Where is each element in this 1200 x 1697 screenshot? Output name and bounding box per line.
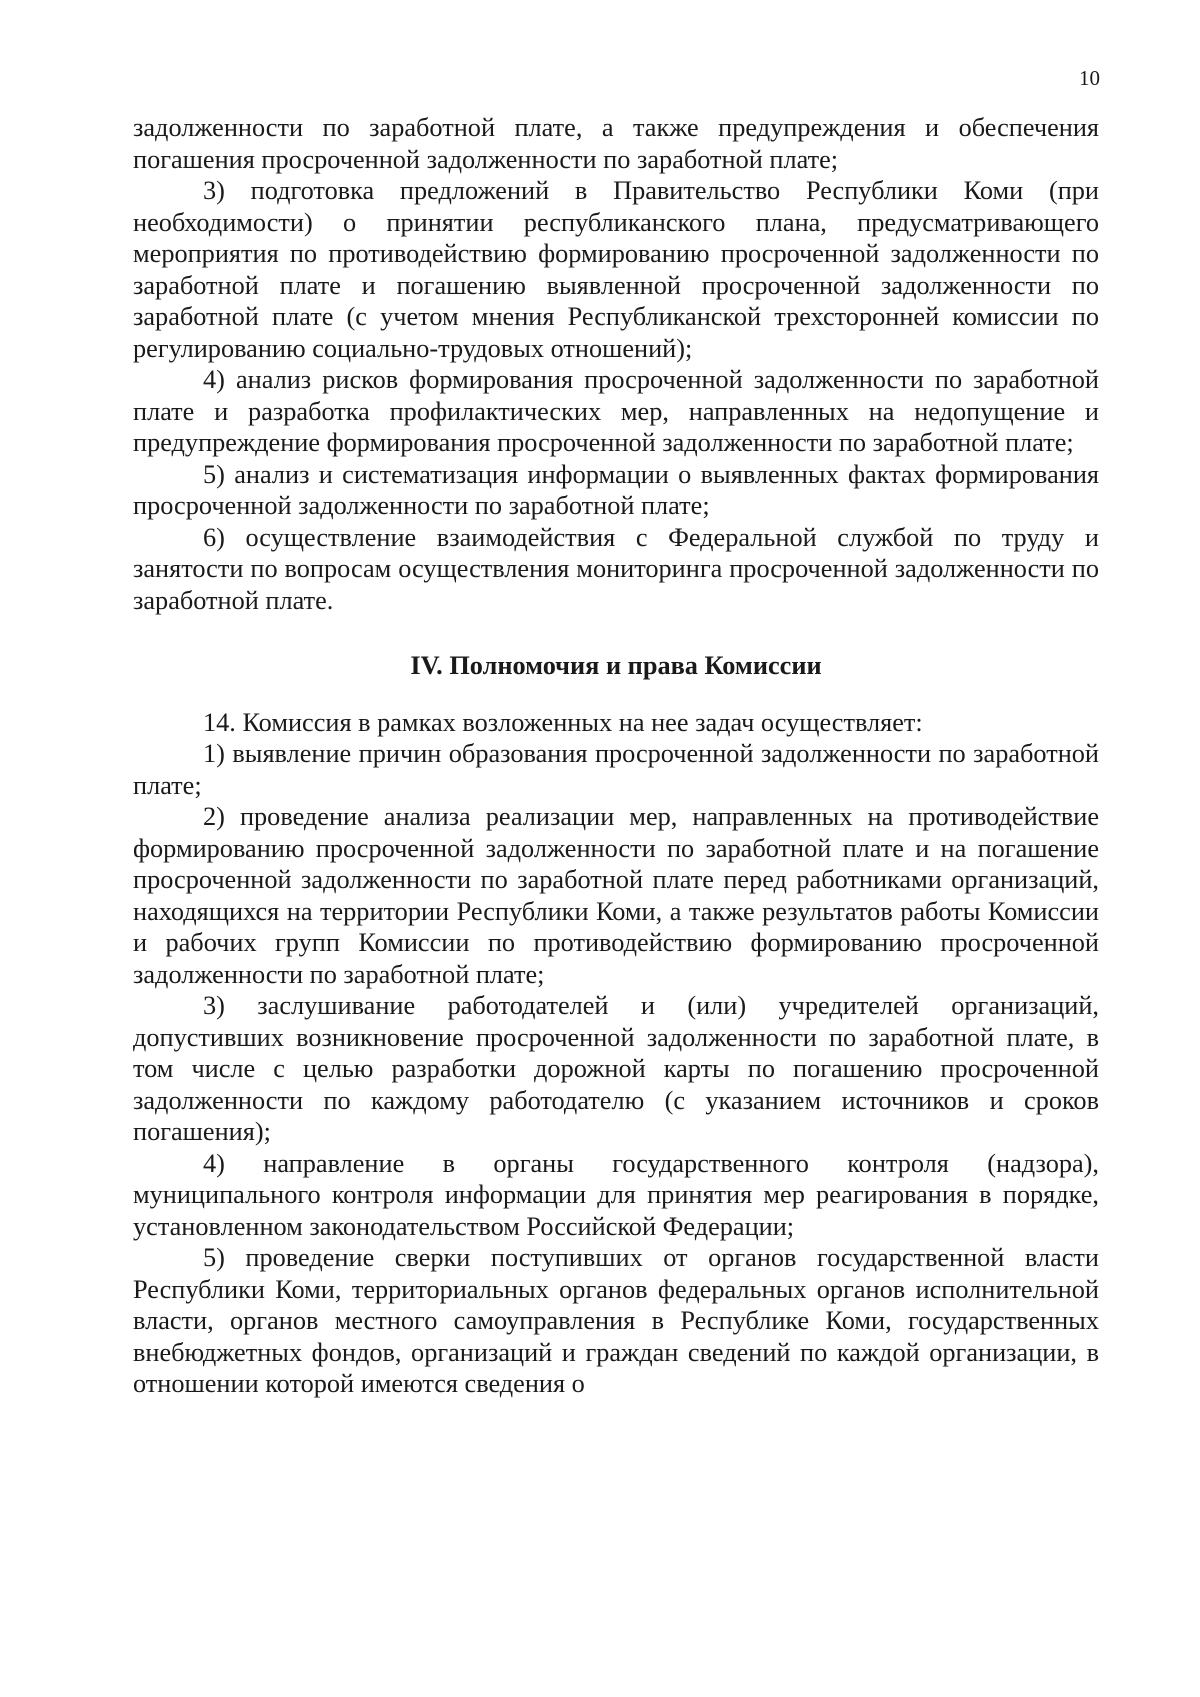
paragraph-clause-14-item-3: 3) заслушивание работодателей и (или) учредителей организаций, допустивших возникновение просроченной задолженности по заработной плате, в том числе с целью разработки дорожной карты по погашению просроченной задолженности по каждому работодателю (с указанием источников и сроков погашения); bbox=[133, 991, 1099, 1146]
document-body bbox=[133, 112, 1099, 1400]
paragraph-item-5: 5) анализ и систематизация информации о выявленных фактах формирования просроченной задолженности по заработной плате; bbox=[133, 459, 1099, 520]
paragraph-clause-14-item-2: 2) проведение анализа реализации мер, направленных на противодействие формированию просроченной задолженности по заработной плате и на погашение просроченной задолженности по заработной плате перед работниками организаций, находящихся на территории Республики Коми, а также результатов работы Комиссии и рабочих групп Комиссии по противодействию формированию просроченной задолженности по заработной плате; bbox=[133, 802, 1099, 989]
paragraph-clause-14-item-4: 4) направление в органы государственного контроля (надзора), муниципального контроля информации для принятия мер реагирования в порядке, установленном законодательством Российской Федерации; bbox=[133, 1148, 1099, 1241]
page-number: 10 bbox=[1079, 66, 1100, 90]
paragraph-item-6: 6) осуществление взаимодействия с Федеральной службой по труду и занятости по вопросам осуществления мониторинга просроченной задолженности по заработной плате. bbox=[133, 522, 1099, 615]
paragraph-clause-14-item-1: 1) выявление причин образования просроченной задолженности по заработной плате; bbox=[133, 739, 1099, 800]
section-heading: IV. Полномочия и права Комиссии bbox=[410, 651, 822, 680]
paragraph-clause-14: 14. Комиссия в рамках возложенных на нее задач осуществляет: bbox=[203, 707, 923, 737]
paragraph-item-4: 4) анализ рисков формирования просроченной задолженности по заработной плате и разработка профилактических мер, направленных на недопущение и предупреждение формирования просроченной задолженности по заработной плате; bbox=[133, 365, 1099, 457]
paragraph-continuation: задолженности по заработной плате, а также предупреждения и обеспечения погашения просроченной задолженности по заработной плате; bbox=[133, 113, 1099, 174]
paragraph-item-3: 3) подготовка предложений в Правительство Республики Коми (при необходимости) о принятии республиканского плана, предусматривающего мероприятия по противодействию формированию просроченной задолженности по заработной плате и погашению выявленной просроченной задолженности по заработной плате (с учетом мнения Республиканской трехсторонней комиссии по регулированию социально-трудовых отношений); bbox=[133, 176, 1099, 363]
paragraph-clause-14-item-5: 5) проведение сверки поступивших от органов государственной власти Республики Коми, территориальных органов федеральных органов исполнительной власти, органов местного самоуправления в Республике Коми, государственных внебюджетных фондов, организаций и граждан сведений по каждой организации, в отношении которой имеются сведения о bbox=[133, 1243, 1099, 1398]
